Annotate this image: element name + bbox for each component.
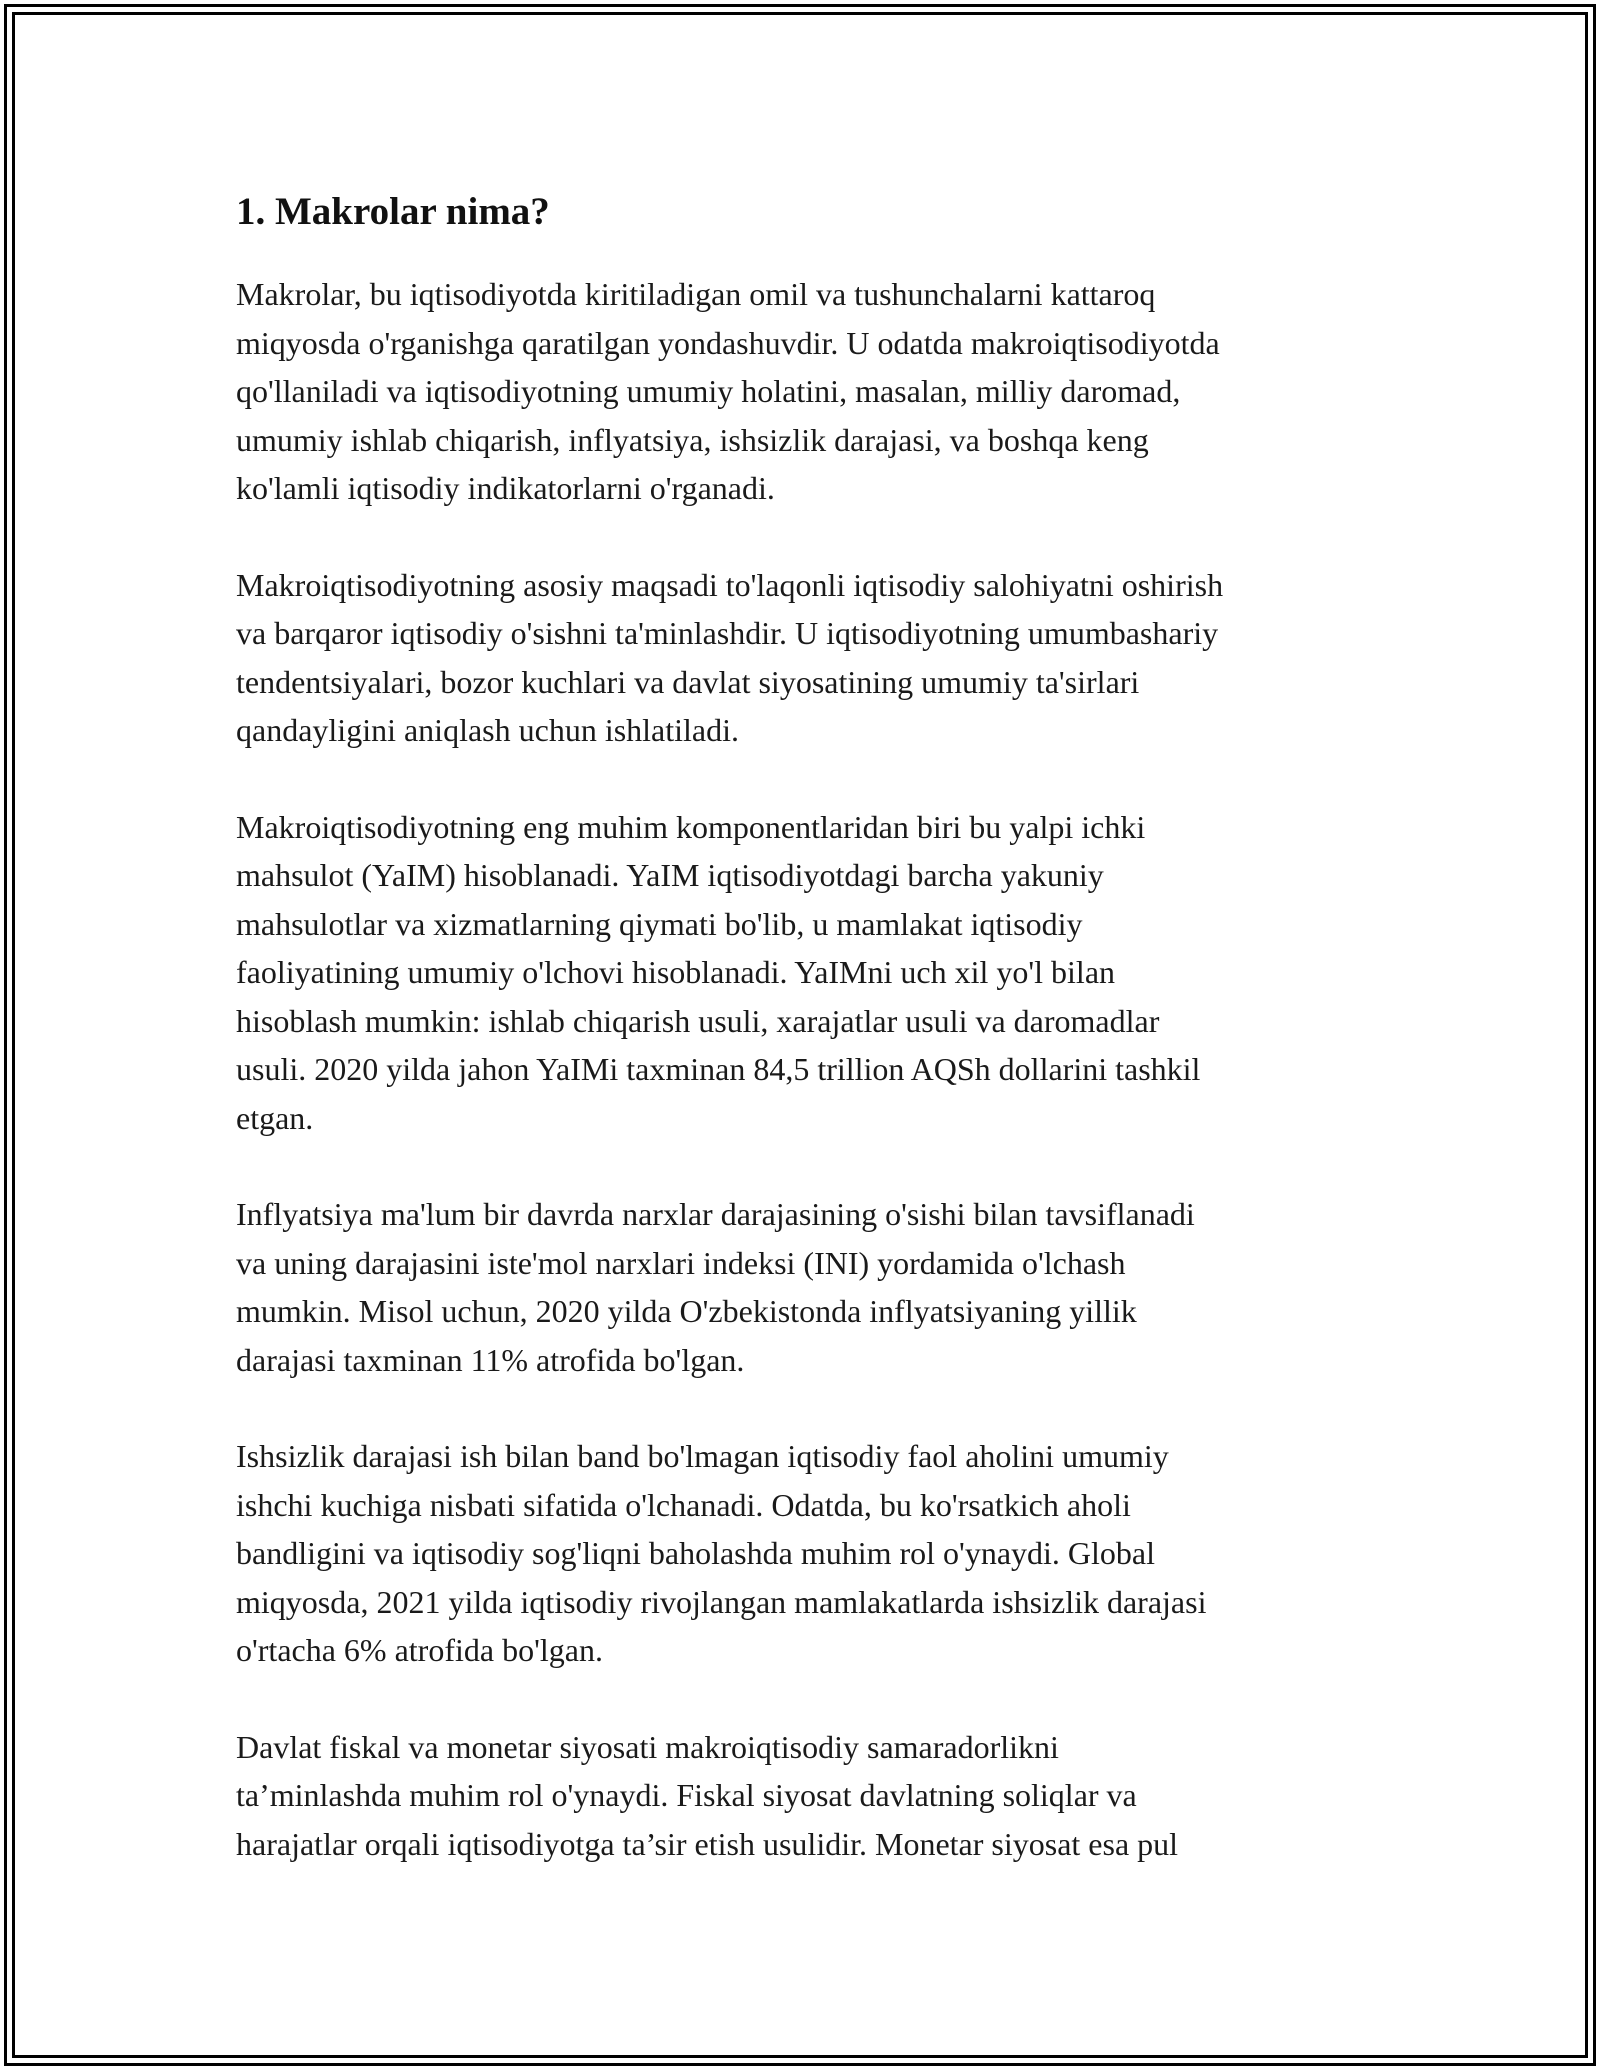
paragraph-line: mahsulotlar va xizmatlarning qiymati bo'lib, u mamlakat iqtisodiy — [236, 905, 1083, 942]
paragraph-line: Davlat fiskal va monetar siyosati makroiqtisodiy samaradorlikni — [236, 1728, 1059, 1765]
paragraph-line: o'rtacha 6% atrofida bo'lgan. — [236, 1632, 603, 1668]
paragraph-line: harajatlar orqali iqtisodiyotga ta’sir etish usulidir. Monetar siyosat esa pul — [236, 1825, 1179, 1862]
paragraph-line: umumiy ishlab chiqarish, inflyatsiya, ishsizlik darajasi, va boshqa keng — [236, 421, 1149, 458]
paragraph-line: mahsulot (YaIM) hisoblanadi. YaIM iqtisodiyotdagi barcha yakuniy — [236, 857, 1104, 893]
paragraph-line: qo'llaniladi va iqtisodiyotning umumiy holatini, masalan, milliy daromad, — [236, 373, 1181, 409]
paragraph-line: ishchi kuchiga nisbati sifatida o'lchanadi. Odatda, bu ko'rsatkich aholi — [236, 1486, 1131, 1523]
paragraph-line: va uning darajasini iste'mol narxlari indeksi (INI) yordamida o'lchash — [236, 1244, 1126, 1281]
paragraph — [236, 1190, 1376, 1384]
paragraph — [236, 270, 1376, 513]
document-body — [236, 186, 1376, 1868]
paragraph-line: qandayligini aniqlash uchun ishlatiladi. — [236, 712, 740, 748]
paragraph-line: Ishsizlik darajasi ish bilan band bo'lmagan iqtisodiy faol aholini umumiy — [236, 1438, 1169, 1474]
paragraph-line: faoliyatining umumiy o'lchovi hisoblanadi. YaIMni uch xil yo'l bilan — [236, 954, 1116, 990]
paragraph-line: miqyosda o'rganishga qaratilgan yondashuvdir. U odatda makroiqtisodiyotda — [236, 324, 1220, 361]
paragraph-line: hisoblash mumkin: ishlab chiqarish usuli, xarajatlar usuli va daromadlar — [236, 1002, 1160, 1039]
paragraph — [236, 1432, 1376, 1675]
paragraph-line: darajasi taxminan 11% atrofida bo'lgan. — [236, 1341, 745, 1378]
paragraph-line: ko'lamli iqtisodiy indikatorlarni o'rganadi. — [236, 470, 775, 506]
paragraph-line: usuli. 2020 yilda jahon YaIMi taxminan 84,5 trillion AQSh dollarini tashkil — [236, 1051, 1201, 1087]
paragraph — [236, 1723, 1376, 1869]
paragraph-line: Makrolar, bu iqtisodiyotda kiritiladigan omil va tushunchalarni kattaroq — [236, 276, 1156, 312]
paragraph — [236, 803, 1376, 1143]
paragraph-line: bandligini va iqtisodiy sog'liqni baholashda muhim rol o'ynaydi. Global — [236, 1535, 1155, 1571]
paragraph-line: miqyosda, 2021 yilda iqtisodiy rivojlangan mamlakatlarda ishsizlik darajasi — [236, 1583, 1207, 1620]
section-heading: 1. Makrolar nima? — [236, 190, 550, 233]
paragraph-line: va barqaror iqtisodiy o'sishni ta'minlashdir. U iqtisodiyotning umumbashariy — [236, 615, 1219, 651]
paragraph — [236, 561, 1376, 755]
paragraph-line: ta’minlashda muhim rol o'ynaydi. Fiskal siyosat davlatning soliqlar va — [236, 1777, 1137, 1813]
paragraph-line: mumkin. Misol uchun, 2020 yilda O'zbekistonda inflyatsiyaning yillik — [236, 1293, 1137, 1329]
paragraph-line: Inflyatsiya ma'lum bir davrda narxlar darajasining o'sishi bilan tavsiflanadi — [236, 1196, 1195, 1232]
paragraph-line: Makroiqtisodiyotning asosiy maqsadi to'laqonli iqtisodiy salohiyatni oshirish — [236, 566, 1224, 603]
paragraph-line: Makroiqtisodiyotning eng muhim komponentlaridan biri bu yalpi ichki — [236, 808, 1146, 845]
paragraph-line: tendentsiyalari, bozor kuchlari va davlat siyosatining umumiy ta'sirlari — [236, 663, 1140, 700]
paragraph-line: etgan. — [236, 1099, 314, 1136]
paragraph-list — [236, 270, 1376, 1868]
